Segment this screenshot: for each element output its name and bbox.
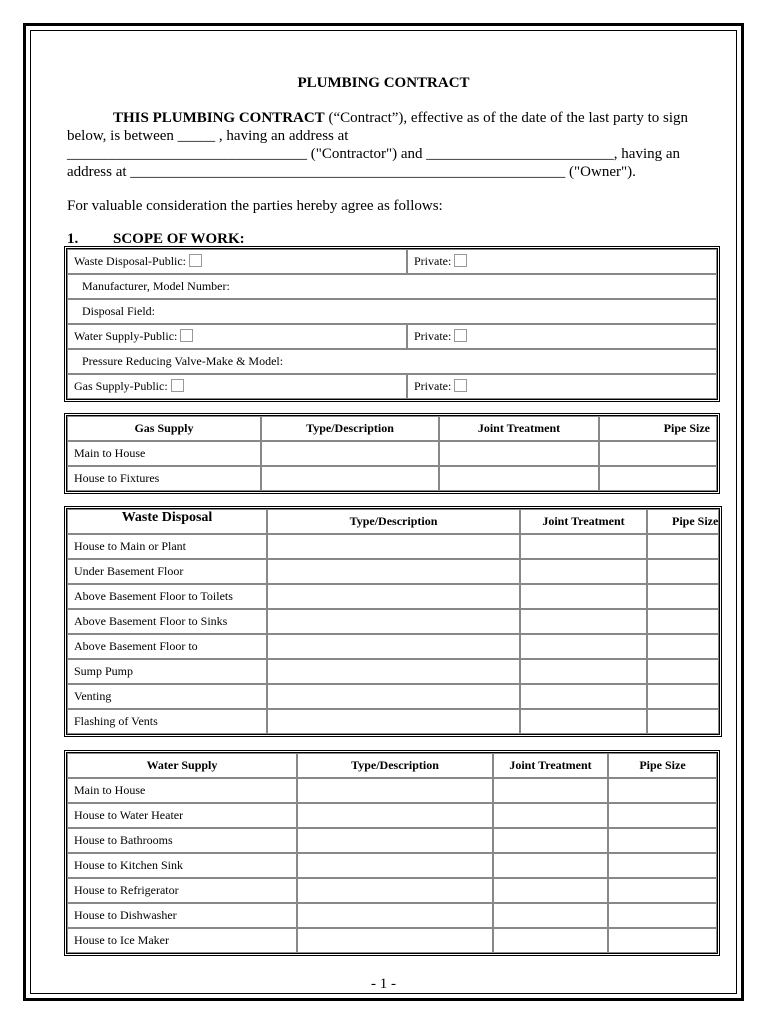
- section-number: 1.: [67, 231, 79, 247]
- gas-public-checkbox[interactable]: [171, 379, 184, 392]
- waste-header-1: Type/Description: [267, 509, 520, 534]
- pipe-size-cell[interactable]: [608, 828, 717, 853]
- type-cell[interactable]: [261, 441, 439, 466]
- waste-disposal-table: [66, 508, 720, 735]
- row-label: House to Bathrooms: [67, 828, 297, 853]
- table-row: [67, 466, 717, 491]
- joint-cell[interactable]: [439, 466, 599, 491]
- joint-cell[interactable]: [520, 534, 647, 559]
- gas-header-2: Joint Treatment: [439, 416, 599, 441]
- section-title: SCOPE OF WORK:: [113, 231, 245, 247]
- joint-cell[interactable]: [493, 878, 608, 903]
- type-cell[interactable]: [297, 778, 493, 803]
- type-cell[interactable]: [297, 853, 493, 878]
- row-label: Sump Pump: [67, 659, 267, 684]
- waste-private-checkbox[interactable]: [454, 254, 467, 267]
- row-label: House to Water Heater: [67, 803, 297, 828]
- joint-cell[interactable]: [493, 903, 608, 928]
- type-cell[interactable]: [267, 634, 520, 659]
- waste-header-3: Pipe Size: [647, 509, 719, 534]
- type-cell[interactable]: [267, 584, 520, 609]
- pipe-size-cell[interactable]: [608, 903, 717, 928]
- row-label: Flashing of Vents: [67, 709, 267, 734]
- pipe-size-cell[interactable]: [647, 534, 719, 559]
- row-label: House to Dishwasher: [67, 903, 297, 928]
- page-border-outer: [23, 23, 744, 1001]
- table-row: [67, 684, 719, 709]
- joint-cell[interactable]: [520, 559, 647, 584]
- row-label: Above Basement Floor to: [67, 634, 267, 659]
- type-cell[interactable]: [261, 466, 439, 491]
- water-private-cell: Private:: [407, 324, 717, 349]
- table-row: [67, 803, 717, 828]
- waste-private-cell: Private:: [407, 249, 717, 274]
- joint-cell[interactable]: [493, 828, 608, 853]
- table-row: [67, 853, 717, 878]
- waste-public-cell: Waste Disposal-Public:: [67, 249, 407, 274]
- intro-line-2: below, is between _____ , having an address at: [67, 128, 349, 144]
- intro-line-3: ________________________________ ("Contractor") and _________________________, having an: [67, 146, 681, 162]
- waste-header-0: Waste Disposal: [67, 509, 267, 534]
- table-row: [67, 584, 719, 609]
- pipe-size-cell[interactable]: [608, 928, 717, 953]
- section-heading: [67, 231, 245, 248]
- joint-cell[interactable]: [493, 803, 608, 828]
- intro-paragraph: [67, 109, 707, 181]
- row-label: Main to House: [67, 778, 297, 803]
- table-row: [67, 441, 717, 466]
- table-row: [67, 324, 717, 349]
- joint-cell[interactable]: [520, 709, 647, 734]
- joint-cell[interactable]: [520, 584, 647, 609]
- pipe-size-cell[interactable]: [608, 853, 717, 878]
- gas-private-checkbox[interactable]: [454, 379, 467, 392]
- row-label: Above Basement Floor to Toilets: [67, 584, 267, 609]
- table-header-row: [67, 753, 717, 778]
- pipe-size-cell[interactable]: [608, 778, 717, 803]
- type-cell[interactable]: [297, 928, 493, 953]
- table-row: [67, 559, 719, 584]
- row-label: House to Refrigerator: [67, 878, 297, 903]
- row-label: Under Basement Floor: [67, 559, 267, 584]
- document-title: PLUMBING CONTRACT: [297, 75, 470, 91]
- type-cell[interactable]: [267, 684, 520, 709]
- water-public-cell: Water Supply-Public:: [67, 324, 407, 349]
- gas-private-cell: Private:: [407, 374, 717, 399]
- water-header-2: Joint Treatment: [493, 753, 608, 778]
- type-cell[interactable]: [267, 659, 520, 684]
- water-header-1: Type/Description: [297, 753, 493, 778]
- intro-line-4: address at __________________________________________________________ ("Owner").: [67, 164, 636, 180]
- row-label: House to Fixtures: [67, 466, 261, 491]
- water-supply-table: [66, 752, 718, 954]
- row-label: Main to House: [67, 441, 261, 466]
- disposal-field[interactable]: Disposal Field:: [67, 299, 717, 324]
- gas-supply-table: [66, 415, 718, 492]
- pipe-size-cell[interactable]: [647, 559, 719, 584]
- type-cell[interactable]: [267, 609, 520, 634]
- water-public-checkbox[interactable]: [180, 329, 193, 342]
- type-cell[interactable]: [267, 709, 520, 734]
- joint-cell[interactable]: [493, 853, 608, 878]
- row-label: House to Kitchen Sink: [67, 853, 297, 878]
- pipe-size-cell[interactable]: [647, 584, 719, 609]
- type-cell[interactable]: [267, 559, 520, 584]
- row-label: House to Ice Maker: [67, 928, 297, 953]
- table-row: [67, 928, 717, 953]
- table-row: [67, 903, 717, 928]
- table-row: [67, 299, 717, 324]
- row-label: Venting: [67, 684, 267, 709]
- table-row: [67, 634, 719, 659]
- page-border-inner: [30, 30, 737, 994]
- pipe-size-cell[interactable]: [608, 878, 717, 903]
- pipe-size-cell[interactable]: [647, 659, 719, 684]
- intro-bold: THIS PLUMBING CONTRACT: [113, 110, 325, 126]
- gas-public-cell: Gas Supply-Public:: [67, 374, 407, 399]
- pipe-size-cell[interactable]: [647, 634, 719, 659]
- table-row: [67, 249, 717, 274]
- gas-header-0: Gas Supply: [67, 416, 261, 441]
- table-row: [67, 709, 719, 734]
- pressure-valve-field[interactable]: Pressure Reducing Valve-Make & Model:: [67, 349, 717, 374]
- page-number: - 1 -: [371, 976, 396, 992]
- joint-cell[interactable]: [520, 659, 647, 684]
- joint-cell[interactable]: [520, 609, 647, 634]
- water-private-checkbox[interactable]: [454, 329, 467, 342]
- table-row: [67, 828, 717, 853]
- table-row: [67, 659, 719, 684]
- table-row: [67, 534, 719, 559]
- table-row: [67, 274, 717, 299]
- gas-header-1: Type/Description: [261, 416, 439, 441]
- water-header-3: Pipe Size: [608, 753, 717, 778]
- row-label: House to Main or Plant: [67, 534, 267, 559]
- pipe-size-cell[interactable]: [647, 709, 719, 734]
- joint-cell[interactable]: [520, 634, 647, 659]
- pipe-size-cell[interactable]: [599, 441, 717, 466]
- joint-cell[interactable]: [493, 928, 608, 953]
- type-cell[interactable]: [297, 903, 493, 928]
- table-header-row: [67, 509, 719, 534]
- table-header-row: [67, 416, 717, 441]
- table-row: [67, 778, 717, 803]
- consideration-text: For valuable consideration the parties hereby agree as follows:: [67, 198, 443, 214]
- type-cell[interactable]: [297, 878, 493, 903]
- pipe-size-cell[interactable]: [599, 466, 717, 491]
- waste-header-2: Joint Treatment: [520, 509, 647, 534]
- waste-public-checkbox[interactable]: [189, 254, 202, 267]
- table-row: [67, 609, 719, 634]
- pipe-size-cell[interactable]: [608, 803, 717, 828]
- water-header-0: Water Supply: [67, 753, 297, 778]
- intro-line-1: (“Contract”), effective as of the date of the last party to sign: [324, 110, 689, 126]
- joint-cell[interactable]: [493, 778, 608, 803]
- row-label: Above Basement Floor to Sinks: [67, 609, 267, 634]
- type-cell[interactable]: [267, 534, 520, 559]
- table-row: [67, 878, 717, 903]
- joint-cell[interactable]: [439, 441, 599, 466]
- pipe-size-cell[interactable]: [647, 609, 719, 634]
- scope-table: [66, 248, 718, 400]
- pipe-size-cell[interactable]: [647, 684, 719, 709]
- table-row: [67, 349, 717, 374]
- type-cell[interactable]: [297, 828, 493, 853]
- table-row: [67, 374, 717, 399]
- manufacturer-field[interactable]: Manufacturer, Model Number:: [67, 274, 717, 299]
- joint-cell[interactable]: [520, 684, 647, 709]
- gas-header-3: Pipe Size: [599, 416, 717, 441]
- type-cell[interactable]: [297, 803, 493, 828]
